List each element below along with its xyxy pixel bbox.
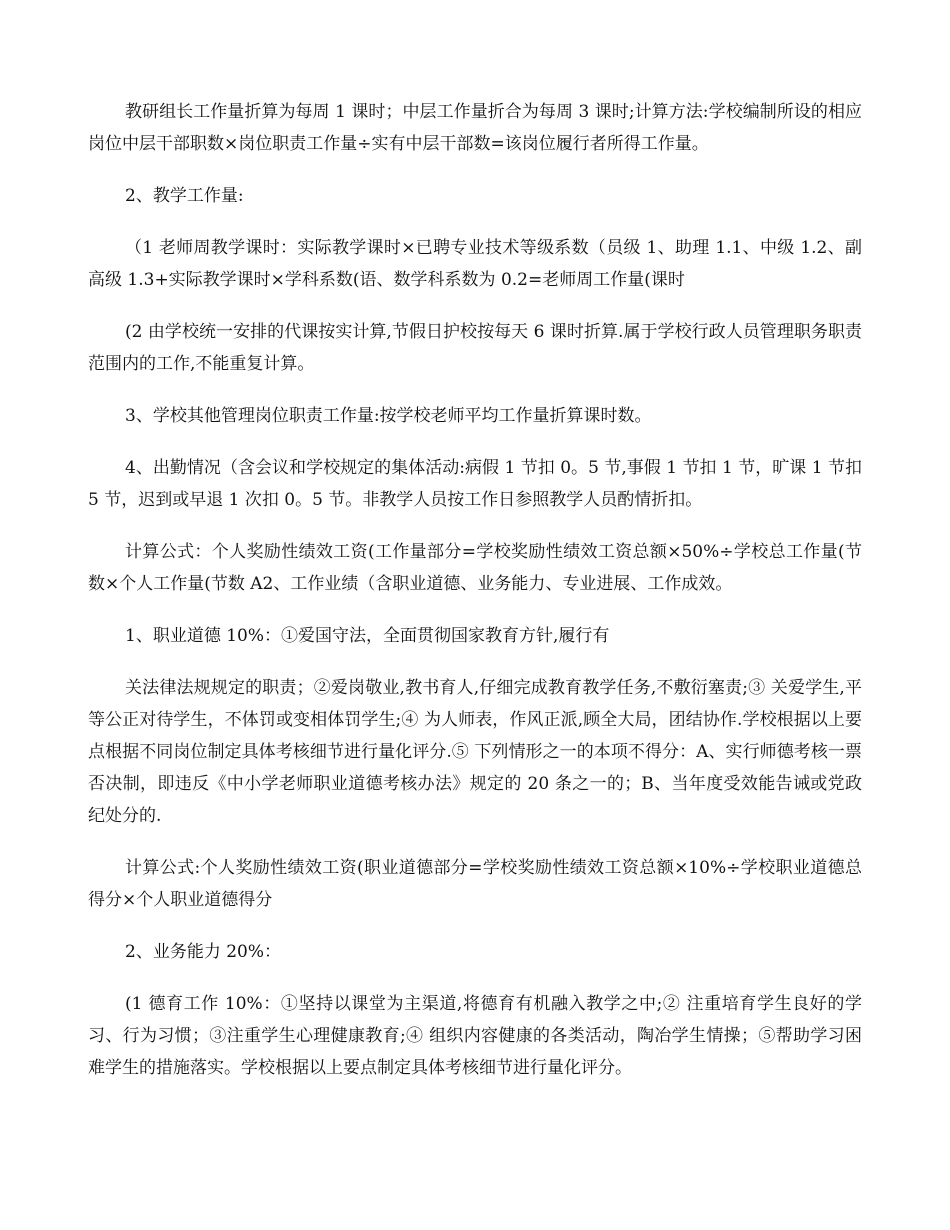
paragraph-business-ability-heading: 2、业务能力 20%： <box>125 942 282 962</box>
paragraph-substitute-classes: (2 由学校统一安排的代课按实计算,节假日护校按每天 6 课时折算.属于学校行政人员管理职务职责范围内的工作,不能重复计算。 <box>88 322 862 374</box>
paragraph-moral-education: (1 德育工作 10%：①坚持以课堂为主渠道,将德育有机融入教学之中;② 注重培育学生良好的学习、行为习惯；③注重学生心理健康教育;④ 组织内容健康的各类活动，陶冶学生情操；⑤帮助学习困难学生的措施落实。学校根据以上要点制定具体考核细节进行量化评分。 <box>88 994 862 1078</box>
paragraph-formula-ethics: 计算公式:个人奖励性绩效工资(职业道德部分=学校奖励性绩效工资总额×10%÷学校职业道德总得分×个人职业道德得分 <box>88 858 862 910</box>
paragraph-weekly-teaching-hours: （1 老师周教学课时：实际教学课时×已聘专业技术等级系数（员级 1、助理 1.1、中级 1.2、副高级 1.3+实际教学课时×学科系数(语、数学科系数为 0.2=老师周工作量(课时 <box>88 238 862 290</box>
paragraph-teaching-workload-heading: 2、教学工作量: <box>125 186 244 206</box>
document-page <box>88 96 862 1104</box>
paragraph-formula-workload: 计算公式：个人奖励性绩效工资(工作量部分=学校奖励性绩效工资总额×50%÷学校总工作量(节数×个人工作量(节数 A2、工作业绩（含职业道德、业务能力、专业进展、工作成效。 <box>88 542 862 594</box>
paragraph-other-management-posts: 3、学校其他管理岗位职责工作量:按学校老师平均工作量折算课时数。 <box>125 406 652 426</box>
paragraph-attendance: 4、出勤情况（含会议和学校规定的集体活动:病假 1 节扣 0。5 节,事假 1 节扣 1 节，旷课 1 节扣 5 节，迟到或早退 1 次扣 0。5 节。非教学人员按工作日参照教学人员酌情折扣。 <box>88 458 862 510</box>
paragraph-workload-leaders: 教研组长工作量折算为每周 1 课时；中层工作量折合为每周 3 课时;计算方法:学校编制所设的相应岗位中层干部职数×岗位职责工作量÷实有中层干部数=该岗位履行者所得工作量。 <box>88 102 862 154</box>
paragraph-professional-ethics: 1、职业道德 10%：①爱国守法，全面贯彻国家教育方针,履行有 <box>125 626 610 646</box>
paragraph-ethics-details: 关法律法规规定的职责；②爱岗敬业,教书育人,仔细完成教育教学任务,不敷衍塞责;③ 关爱学生,平等公正对待学生，不体罚或变相体罚学生;④ 为人师表，作风正派,顾全大局，团结协作.学校根据以上要点根据不同岗位制定具体考核细节进行量化评分.⑤ 下列情形之一的本项不得分：A、实行师德考核一票否决制，即违反《中小学老师职业道德考核办法》规定的 20 条之一的；B、当年度受效能告诫或党政纪处分的. <box>88 678 862 826</box>
